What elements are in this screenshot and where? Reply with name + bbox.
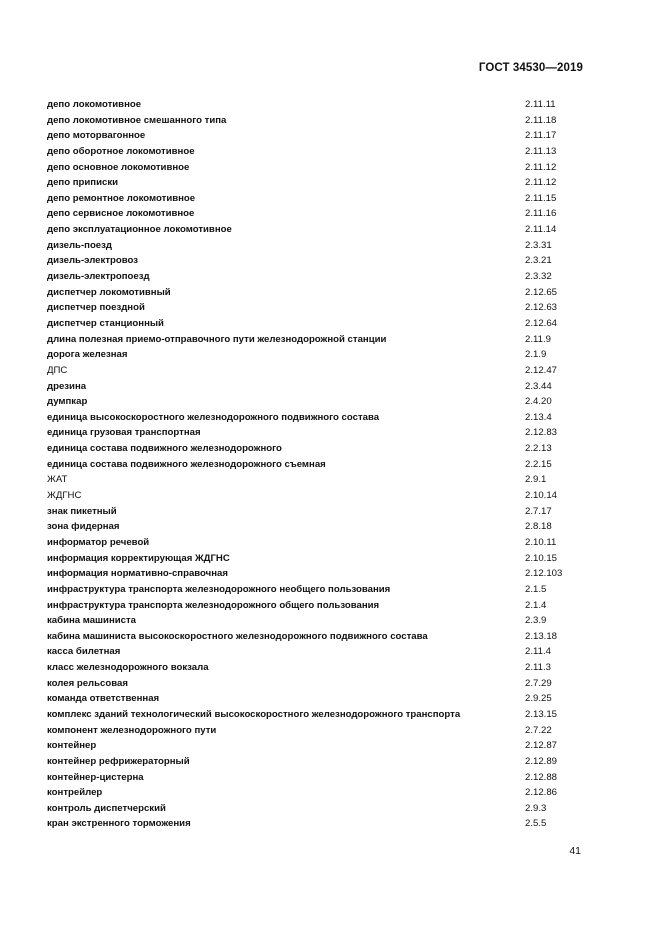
index-term: комплекс зданий технологический высокоскоростного железнодорожного транспорта	[47, 708, 461, 720]
index-row	[47, 519, 587, 535]
index-term: депо локомотивное	[47, 99, 142, 110]
index-row	[47, 629, 587, 645]
index-term: кабина машиниста высокоскоростного железнодорожного подвижного состава	[47, 630, 428, 642]
index-reference: 2.12.89	[525, 755, 558, 767]
index-reference: 2.11.17	[525, 130, 557, 142]
index-term: команда ответственная	[47, 693, 160, 705]
index-row	[47, 785, 587, 801]
index-term: дорога железная	[47, 349, 128, 361]
index-term: кабина машиниста	[47, 615, 137, 627]
index-reference: 2.10.14	[525, 490, 558, 502]
index-row	[47, 691, 587, 707]
index-reference: 2.11.3	[525, 662, 551, 674]
index-reference: 2.13.15	[525, 708, 558, 720]
index-reference: 2.1.9	[525, 349, 547, 361]
index-row	[47, 363, 587, 379]
index-reference: 2.9.1	[525, 474, 547, 486]
index-row	[47, 394, 587, 410]
index-reference: 2.4.20	[525, 396, 552, 408]
index-term: диспетчер локомотивный	[47, 286, 171, 298]
index-row	[47, 488, 587, 504]
index-term: депо эксплуатационное локомотивное	[47, 224, 232, 236]
index-term: контроль диспетчерский	[47, 802, 166, 814]
index-reference: 2.10.15	[525, 552, 558, 564]
index-reference: 2.7.29	[525, 677, 552, 689]
index-term: колея рельсовая	[47, 677, 128, 689]
index-term: единица грузовая транспортная	[47, 427, 201, 439]
index-row	[47, 300, 587, 316]
index-term: кран экстренного торможения	[47, 818, 191, 830]
index-reference: 2.12.83	[525, 427, 558, 439]
index-reference: 2.3.31	[525, 239, 552, 251]
index-term: ЖАТ	[47, 474, 68, 486]
document-header: ГОСТ 34530—2019	[478, 62, 583, 74]
index-term: длина полезная приемо-отправочного пути железнодорожной станции	[47, 333, 387, 345]
index-reference: 2.3.21	[525, 255, 552, 267]
index-row	[47, 285, 587, 301]
index-reference: 2.11.18	[525, 114, 557, 126]
index-row	[47, 191, 587, 207]
index-row	[47, 457, 587, 473]
index-row	[47, 472, 587, 488]
index-row	[47, 128, 587, 144]
index-term: информация корректирующая ЖДГНС	[47, 552, 230, 564]
index-term: контейнер-цистерна	[47, 771, 144, 783]
index-reference: 2.3.32	[525, 271, 552, 283]
index-reference: 2.12.65	[525, 286, 558, 298]
index-reference: 2.11.9	[525, 333, 551, 345]
index-reference: 2.11.14	[525, 224, 557, 236]
index-term: диспетчер поездной	[47, 302, 145, 314]
index-term: дрезина	[47, 380, 87, 392]
index-row	[47, 410, 587, 426]
index-term: ЖДГНС	[47, 490, 82, 502]
term-index	[47, 97, 587, 832]
index-row	[47, 347, 587, 363]
index-reference: 2.10.11	[525, 536, 557, 548]
index-reference: 2.12.103	[525, 568, 563, 580]
index-reference: 2.12.63	[525, 302, 558, 314]
index-row	[47, 801, 587, 817]
index-row	[47, 316, 587, 332]
index-term: инфраструктура транспорта железнодорожного общего пользования	[47, 599, 380, 611]
index-row	[47, 816, 587, 832]
index-row	[47, 723, 587, 739]
index-term: информация нормативно-справочная	[47, 568, 228, 580]
index-term: знак пикетный	[47, 505, 117, 517]
index-row	[47, 566, 587, 582]
index-row	[47, 144, 587, 160]
index-reference: 2.13.4	[525, 411, 552, 423]
index-row	[47, 754, 587, 770]
index-row	[47, 441, 587, 457]
index-term: депо локомотивное смешанного типа	[47, 114, 227, 126]
index-reference: 2.12.47	[525, 364, 558, 376]
index-row	[47, 253, 587, 269]
index-term: депо моторвагонное	[47, 130, 146, 142]
index-term: единица состава подвижного железнодорожного	[47, 443, 282, 455]
index-reference: 2.11.15	[525, 192, 557, 204]
index-row	[47, 379, 587, 395]
index-reference: 2.5.5	[525, 818, 547, 830]
index-term: инфраструктура транспорта железнодорожного необщего пользования	[47, 583, 391, 595]
index-row	[47, 660, 587, 676]
index-row	[47, 160, 587, 176]
index-reference: 2.13.18	[525, 630, 558, 642]
index-term: депо оборотное локомотивное	[47, 145, 195, 157]
index-reference: 2.7.17	[525, 505, 552, 517]
index-term: информатор речевой	[47, 536, 150, 548]
index-reference: 2.7.22	[525, 724, 552, 736]
index-reference: 2.8.18	[525, 521, 552, 533]
index-term: депо приписки	[47, 177, 119, 189]
index-term: дизель-электропоезд	[47, 271, 150, 283]
index-reference: 2.1.5	[525, 583, 547, 595]
index-row	[47, 551, 587, 567]
index-reference: 2.11.4	[525, 646, 551, 658]
index-reference: 2.3.44	[525, 380, 552, 392]
index-reference: 2.12.64	[525, 317, 558, 329]
index-term: класс железнодорожного вокзала	[47, 662, 209, 674]
index-row	[47, 504, 587, 520]
index-reference: 2.2.13	[525, 443, 552, 455]
page-number: 41	[569, 845, 581, 857]
index-term: контрейлер	[47, 787, 103, 799]
index-row	[47, 222, 587, 238]
index-term: дизель-электровоз	[47, 255, 139, 267]
index-reference: 2.11.12	[525, 177, 557, 189]
index-row	[47, 238, 587, 254]
index-row	[47, 644, 587, 660]
index-term: дизель-поезд	[47, 239, 113, 251]
index-term: компонент железнодорожного пути	[47, 724, 217, 736]
index-term: ДПС	[47, 364, 68, 376]
index-term: зона фидерная	[47, 521, 120, 533]
index-term: думпкар	[47, 396, 88, 408]
index-reference: 2.11.13	[525, 145, 557, 157]
index-row	[47, 676, 587, 692]
index-term: контейнер	[47, 740, 97, 752]
index-term: единица состава подвижного железнодорожного съемная	[47, 458, 326, 470]
index-reference: 2.12.86	[525, 787, 558, 799]
index-row	[47, 738, 587, 754]
index-reference: 2.11.12	[525, 161, 557, 173]
index-row	[47, 113, 587, 129]
index-row	[47, 707, 587, 723]
index-reference: 2.11.16	[525, 208, 557, 220]
index-row	[47, 598, 587, 614]
index-row	[47, 269, 587, 285]
index-row	[47, 770, 587, 786]
index-row	[47, 175, 587, 191]
index-row	[47, 97, 587, 113]
index-reference: 2.12.88	[525, 771, 558, 783]
index-reference: 2.9.25	[525, 693, 552, 705]
index-row	[47, 425, 587, 441]
index-row	[47, 206, 587, 222]
index-row	[47, 535, 587, 551]
index-reference: 2.1.4	[525, 599, 547, 611]
index-term: депо сервисное локомотивное	[47, 208, 195, 220]
index-reference: 2.11.11	[525, 99, 556, 110]
index-row	[47, 332, 587, 348]
index-term: диспетчер станционный	[47, 317, 164, 329]
index-row	[47, 582, 587, 598]
index-reference: 2.9.3	[525, 802, 547, 814]
index-reference: 2.12.87	[525, 740, 558, 752]
index-term: контейнер рефрижераторный	[47, 755, 190, 767]
index-reference: 2.3.9	[525, 615, 547, 627]
index-term: единица высокоскоростного железнодорожного подвижного состава	[47, 411, 380, 423]
index-reference: 2.2.15	[525, 458, 552, 470]
index-term: касса билетная	[47, 646, 121, 658]
index-row	[47, 613, 587, 629]
index-term: депо основное локомотивное	[47, 161, 190, 173]
index-term: депо ремонтное локомотивное	[47, 192, 196, 204]
